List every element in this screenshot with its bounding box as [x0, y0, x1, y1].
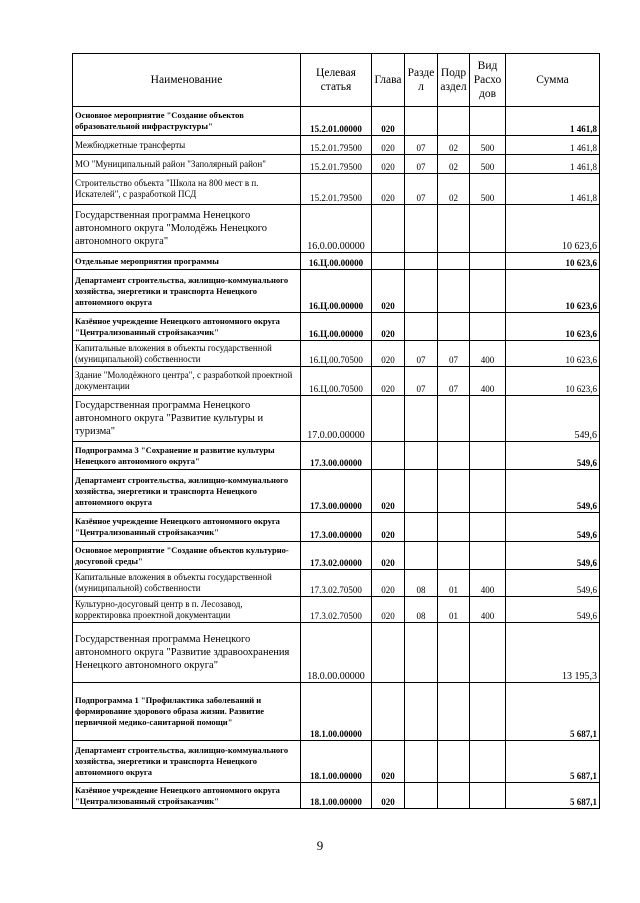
cell-target-article: 17.3.00.00000 [301, 442, 372, 470]
cell-sum: 10 623,6 [506, 253, 600, 270]
cell-section [405, 396, 438, 442]
cell-subsection [438, 542, 470, 570]
cell-expense-type [470, 513, 506, 542]
table-row [73, 570, 600, 597]
cell-section [405, 470, 438, 513]
table-row [73, 253, 600, 270]
cell-sum: 549,6 [506, 396, 600, 442]
cell-name: Казённое учреждение Ненецкого автономного округа "Централизованный стройзаказчик" [73, 783, 301, 809]
cell-chapter: 020 [372, 513, 405, 542]
table-body [73, 107, 600, 809]
cell-target-article: 18.1.00.00000 [301, 783, 372, 809]
cell-subsection [438, 470, 470, 513]
cell-chapter [372, 442, 405, 470]
cell-expense-type: 400 [470, 597, 506, 623]
cell-target-article: 17.3.02.70500 [301, 597, 372, 623]
cell-chapter [372, 683, 405, 741]
cell-chapter [372, 253, 405, 270]
cell-expense-type [470, 205, 506, 253]
cell-chapter: 020 [372, 783, 405, 809]
cell-subsection: 02 [438, 174, 470, 205]
table-row [73, 270, 600, 313]
cell-chapter: 020 [372, 313, 405, 341]
cell-section: 07 [405, 341, 438, 367]
header-subsection: Подр аздел [438, 54, 470, 107]
cell-expense-type [470, 396, 506, 442]
cell-subsection: 01 [438, 570, 470, 597]
budget-table [72, 53, 600, 809]
header-name: Наименование [73, 54, 301, 107]
cell-section [405, 442, 438, 470]
table-header-row [73, 54, 600, 107]
table-row [73, 136, 600, 155]
cell-sum: 549,6 [506, 570, 600, 597]
cell-target-article: 18.1.00.00000 [301, 683, 372, 741]
cell-subsection: 07 [438, 341, 470, 367]
cell-sum: 10 623,6 [506, 313, 600, 341]
cell-name: Подпрограмма 3 "Сохранение и развитие культуры Ненецкого автономного округа" [73, 442, 301, 470]
cell-sum: 549,6 [506, 442, 600, 470]
cell-sum: 549,6 [506, 513, 600, 542]
cell-sum: 549,6 [506, 470, 600, 513]
cell-chapter: 020 [372, 174, 405, 205]
cell-expense-type [470, 313, 506, 341]
cell-sum: 1 461,8 [506, 136, 600, 155]
table-row [73, 741, 600, 783]
cell-subsection [438, 253, 470, 270]
cell-name: Казённое учреждение Ненецкого автономного округа "Централизованный стройзаказчик" [73, 513, 301, 542]
cell-name: Казённое учреждение Ненецкого автономного округа "Централизованный стройзаказчик" [73, 313, 301, 341]
cell-section [405, 741, 438, 783]
cell-name: Основное мероприятие "Создание объектов культурно-досуговой среды" [73, 542, 301, 570]
cell-sum: 5 687,1 [506, 683, 600, 741]
cell-chapter: 020 [372, 470, 405, 513]
cell-section [405, 313, 438, 341]
cell-chapter: 020 [372, 597, 405, 623]
cell-subsection [438, 442, 470, 470]
cell-name: Департамент строительства, жилищно-коммунального хозяйства, энергетики и транспорта Ненецкого автономного округа [73, 270, 301, 313]
cell-section: 08 [405, 597, 438, 623]
cell-target-article: 17.3.00.00000 [301, 470, 372, 513]
cell-chapter: 020 [372, 341, 405, 367]
table-row [73, 542, 600, 570]
cell-chapter: 020 [372, 367, 405, 396]
cell-subsection: 07 [438, 367, 470, 396]
cell-name: Основное мероприятие "Создание объектов образовательной инфраструктуры" [73, 107, 301, 136]
cell-section: 07 [405, 136, 438, 155]
cell-sum: 10 623,6 [506, 341, 600, 367]
table-row [73, 205, 600, 253]
header-section: Разде л [405, 54, 438, 107]
cell-target-article: 16.Ц.00.70500 [301, 341, 372, 367]
table-row [73, 623, 600, 683]
cell-chapter: 020 [372, 570, 405, 597]
cell-section: 07 [405, 367, 438, 396]
cell-chapter: 020 [372, 542, 405, 570]
cell-sum: 549,6 [506, 542, 600, 570]
cell-chapter: 020 [372, 136, 405, 155]
cell-chapter [372, 396, 405, 442]
cell-target-article: 16.Ц.00.00000 [301, 253, 372, 270]
cell-target-article: 15.2.01.79500 [301, 174, 372, 205]
cell-sum: 1 461,8 [506, 174, 600, 205]
cell-subsection [438, 313, 470, 341]
cell-name: Департамент строительства, жилищно-коммунального хозяйства, энергетики и транспорта Ненецкого автономного округа [73, 741, 301, 783]
cell-subsection: 02 [438, 136, 470, 155]
header-chapter: Глава [372, 54, 405, 107]
table-row [73, 597, 600, 623]
cell-sum: 10 623,6 [506, 367, 600, 396]
cell-subsection [438, 270, 470, 313]
cell-expense-type [470, 683, 506, 741]
cell-name: Подпрограмма 1 "Профилактика заболеваний и формирование здорового образа жизни. Развитие первичной медико-санитарной помощи" [73, 683, 301, 741]
cell-section: 07 [405, 155, 438, 174]
cell-expense-type: 400 [470, 367, 506, 396]
cell-target-article: 16.Ц.00.00000 [301, 270, 372, 313]
cell-name: Государственная программа Ненецкого автономного округа "Развитие культуры и туризма" [73, 396, 301, 442]
cell-subsection [438, 107, 470, 136]
cell-subsection [438, 741, 470, 783]
cell-expense-type [470, 623, 506, 683]
cell-name: Культурно-досуговый центр в п. Лесозавод, корректировка проектной документации [73, 597, 301, 623]
cell-subsection [438, 683, 470, 741]
cell-chapter [372, 205, 405, 253]
table-row [73, 341, 600, 367]
table-row [73, 513, 600, 542]
cell-expense-type: 500 [470, 155, 506, 174]
cell-name: Строительство объекта "Школа на 800 мест в п. Искателей", с разработкой ПСД [73, 174, 301, 205]
table-row [73, 313, 600, 341]
cell-section [405, 683, 438, 741]
cell-section [405, 205, 438, 253]
cell-section: 08 [405, 570, 438, 597]
cell-sum: 5 687,1 [506, 741, 600, 783]
cell-expense-type: 500 [470, 136, 506, 155]
table-row [73, 442, 600, 470]
cell-sum: 1 461,8 [506, 155, 600, 174]
cell-sum: 13 195,3 [506, 623, 600, 683]
cell-sum: 10 623,6 [506, 270, 600, 313]
cell-name: Отдельные мероприятия программы [73, 253, 301, 270]
cell-section: 07 [405, 174, 438, 205]
cell-target-article: 15.2.01.00000 [301, 107, 372, 136]
cell-target-article: 18.1.00.00000 [301, 741, 372, 783]
cell-section [405, 253, 438, 270]
cell-chapter: 020 [372, 155, 405, 174]
cell-target-article: 16.0.00.00000 [301, 205, 372, 253]
cell-chapter: 020 [372, 107, 405, 136]
table-row [73, 683, 600, 741]
table-row [73, 367, 600, 396]
cell-name: Здание "Молодёжного центра", с разработкой проектной документации [73, 367, 301, 396]
cell-target-article: 16.Ц.00.00000 [301, 313, 372, 341]
cell-name: Межбюджетные трансферты [73, 136, 301, 155]
cell-subsection [438, 623, 470, 683]
cell-chapter: 020 [372, 741, 405, 783]
cell-target-article: 17.3.02.70500 [301, 570, 372, 597]
cell-expense-type [470, 270, 506, 313]
cell-subsection [438, 396, 470, 442]
cell-target-article: 18.0.00.00000 [301, 623, 372, 683]
cell-sum: 1 461,8 [506, 107, 600, 136]
cell-expense-type [470, 107, 506, 136]
header-target-article: Целевая статья [301, 54, 372, 107]
cell-target-article: 17.0.00.00000 [301, 396, 372, 442]
cell-target-article: 15.2.01.79500 [301, 155, 372, 174]
cell-expense-type: 500 [470, 174, 506, 205]
table-row [73, 470, 600, 513]
cell-expense-type [470, 783, 506, 809]
table-row [73, 174, 600, 205]
table-row [73, 155, 600, 174]
cell-subsection [438, 205, 470, 253]
cell-expense-type [470, 741, 506, 783]
cell-section [405, 623, 438, 683]
header-expense-type: Вид Расхо дов [470, 54, 506, 107]
cell-subsection: 01 [438, 597, 470, 623]
cell-subsection [438, 783, 470, 809]
cell-sum: 5 687,1 [506, 783, 600, 809]
cell-section [405, 542, 438, 570]
cell-name: Государственная программа Ненецкого автономного округа "Развитие здравоохранения Ненецкого автономного округа" [73, 623, 301, 683]
cell-expense-type [470, 442, 506, 470]
cell-expense-type [470, 470, 506, 513]
cell-expense-type [470, 253, 506, 270]
cell-expense-type: 400 [470, 570, 506, 597]
cell-name: Капитальные вложения в объекты государственной (муниципальной) собственности [73, 570, 301, 597]
cell-name: Государственная программа Ненецкого автономного округа "Молодёжь Ненецкого автономного округа" [73, 205, 301, 253]
cell-subsection [438, 513, 470, 542]
table-row [73, 783, 600, 809]
cell-name: МО "Муниципальный район "Заполярный район" [73, 155, 301, 174]
cell-target-article: 17.3.00.00000 [301, 513, 372, 542]
cell-chapter [372, 623, 405, 683]
header-sum: Сумма [506, 54, 600, 107]
cell-target-article: 15.2.01.79500 [301, 136, 372, 155]
page-number: 9 [316, 838, 324, 853]
cell-section [405, 513, 438, 542]
cell-target-article: 16.Ц.00.70500 [301, 367, 372, 396]
cell-section [405, 783, 438, 809]
cell-expense-type: 400 [470, 341, 506, 367]
cell-chapter: 020 [372, 270, 405, 313]
cell-sum: 549,6 [506, 597, 600, 623]
cell-section [405, 270, 438, 313]
cell-section [405, 107, 438, 136]
cell-subsection: 02 [438, 155, 470, 174]
cell-name: Департамент строительства, жилищно-коммунального хозяйства, энергетики и транспорта Ненецкого автономного округа [73, 470, 301, 513]
cell-target-article: 17.3.02.00000 [301, 542, 372, 570]
cell-expense-type [470, 542, 506, 570]
table-row [73, 107, 600, 136]
table-row [73, 396, 600, 442]
cell-sum: 10 623,6 [506, 205, 600, 253]
cell-name: Капитальные вложения в объекты государственной (муниципальной) собственности [73, 341, 301, 367]
